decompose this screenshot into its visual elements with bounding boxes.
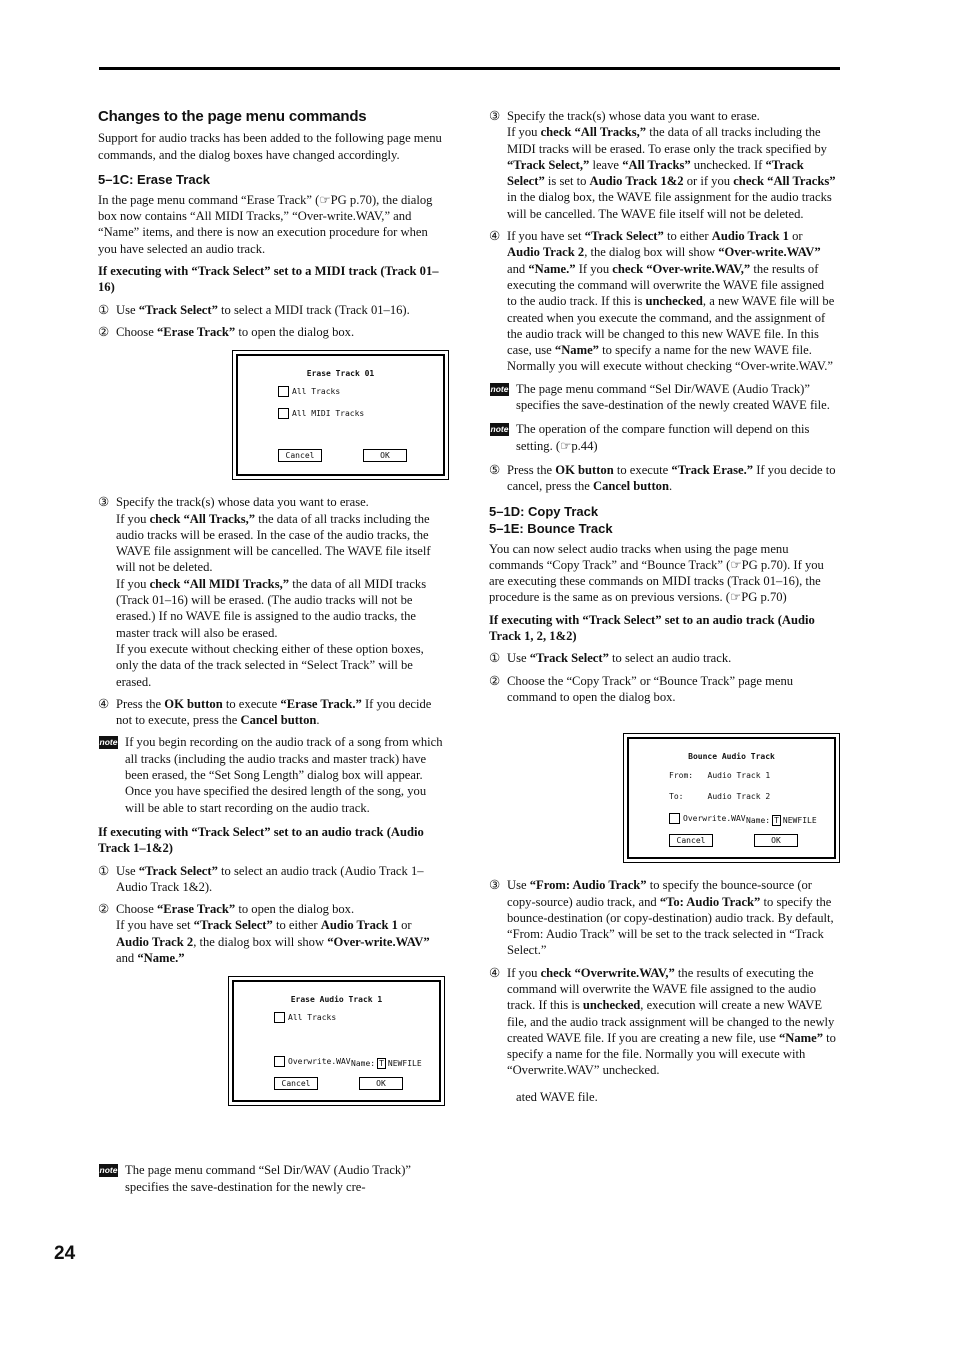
dialog-title: Erase Audio Track 1 (290, 995, 383, 1005)
step-1: ① Use “Track Select” to select a MIDI track (Track 01–16). (98, 302, 410, 317)
cancel-button[interactable]: Cancel (274, 1077, 318, 1090)
note-icon: note (99, 1165, 118, 1176)
note-1: note If you begin recording on the audio track of a song from which all tracks (including the audio tracks and master track) have been erased, the “Set Song Length” dialog box will appear. Once you have specified the desired length of the song, you will be able to start recording on the audio track. (99, 735, 443, 815)
all-midi-tracks-checkbox[interactable]: All MIDI Tracks (278, 406, 364, 422)
note-2: note The page menu command “Sel Dir/WAV (Audio Track)” specifies the save-destination for the newly cre- (99, 1163, 411, 1194)
to-field[interactable]: To: Audio Track 2 (669, 792, 771, 802)
cancel-button[interactable]: Cancel (669, 834, 713, 847)
page-number: 24 (54, 1243, 76, 1264)
subheading-bounce-track: 5–1E: Bounce Track (489, 520, 613, 536)
section-heading: Changes to the page menu commands (98, 108, 367, 125)
text-edit-icon: T (379, 1059, 384, 1069)
cancel-button[interactable]: Cancel (278, 449, 322, 462)
condition-midi-track: If executing with “Track Select” set to a MIDI track (Track 01–16) (98, 264, 439, 295)
step-1-audio: ① Use “Track Select” to select an audio track (Audio Track 1–Audio Track 1&2). (98, 863, 424, 894)
note-icon: note (99, 737, 118, 748)
step-5-right: ⑤ Press the OK button to execute “Track Erase.” If you decide to cancel, press the Cancel button. (489, 462, 836, 494)
step-4-right: ④ If you have set “Track Select” to either Audio Track 1 or Audio Track 2, the dialog box will show “Over-write.WAV” and “Name.” If you check “Over-write.WAV,” the results of executing the command will overwrite the WAVE file assigned to the audio track. If this is unchecked, a new WAVE file will be created when you execute the command, and the assignment of the audio track will be changed to this new WAVE file. In this case, use “Name” to specify a name for the new WAVE file. Normally you will execute without checking “Over-write.WAV.” (489, 229, 835, 374)
step-3-bounce: ③ Use “From: Audio Track” to specify the bounce-source (or copy-source) audio track, and “To: Audio Track” to specify the bounce-destination (or copy-destination) audio track. By default, “From: Audio Track” will be set to the track selected in “Track Select.” (489, 878, 834, 958)
all-tracks-checkbox[interactable]: All Tracks (274, 1010, 336, 1026)
note-right-1: note The page menu command “Sel Dir/WAVE (Audio Track)” specifies the save-destination of the newly created WAVE file. (490, 381, 830, 413)
step-3: ③ Specify the track(s) whose data you want to erase. If you check “All Tracks,” the data of all tracks including the audio tracks will be erased. In the case of the audio tracks, the WAVE file assignment will be cancelled. The WAVE file itself will not be deleted. If you check “All MIDI Tracks,” the data of all MIDI tracks (Track 01–16) will be erased. (The audio tracks will not be erased.) If no WAVE file is assigned to the audio tracks, the master track will also be erased. If you execute without checking either of these option boxes, only the data of the track selected in “Select Track” will be erased. (98, 495, 431, 689)
overwrite-wav-checkbox[interactable]: Overwrite.WAV (274, 1054, 351, 1070)
step-1-right: ① Use “Track Select” to select an audio track. (489, 651, 732, 666)
header-rule (99, 67, 840, 70)
erase-track-dialog (232, 350, 449, 480)
text-edit-icon: T (774, 816, 779, 826)
subheading-copy-track: 5–1D: Copy Track (489, 503, 599, 519)
note-icon: note (490, 424, 509, 435)
left-column (98, 108, 446, 1203)
all-tracks-checkbox[interactable]: All Tracks (278, 384, 340, 400)
overwrite-wav-checkbox[interactable]: Overwrite.WAV (669, 811, 746, 827)
intro-paragraph: Support for audio tracks has been added to the following page menu commands, and the dialog boxes have changed accordingly. (98, 131, 442, 162)
erase-track-paragraph: In the page menu command “Erase Track” (☞PG p.70), the dialog box now contains “All MIDI Tracks,” “Over-write.WAV,” and “Name” items, and there is now an execution procedure for when you have selected an audio track. (98, 192, 433, 256)
from-field[interactable]: From: Audio Track 1 (669, 771, 771, 781)
note-icon: note (490, 383, 509, 394)
step-3-right: ③ Specify the track(s) whose data you want to erase. If you check “All Tracks,” the data of all tracks including the MIDI tracks will be erased. To erase only the track specified by “Track Select,” leave “All Tracks” unchecked. If “Track Select” is set to Audio Track 1&2 or if you check “All Tracks” in the dialog box, the WAVE file assignment for the audio tracks will be cancelled. The WAVE file itself will not be deleted. (489, 109, 836, 221)
condition-audio-track: If executing with “Track Select” set to an audio track (Audio Track 1–1&2) (98, 824, 424, 856)
continuation-text: ated WAVE file. (516, 1089, 598, 1104)
bounce-audio-track-dialog (623, 733, 840, 863)
ok-button[interactable]: OK (754, 834, 798, 847)
step-4-bounce: ④ If you check “Overwrite.WAV,” the results of executing the command will overwrite the WAVE file assigned to the audio track. If this is unchecked, execution will create a new WAVE file, and the audio track assignment will be changed to the newly created WAVE file. If you are creating a new file, use “Name” to specify a name for the file. Normally you will execute with “Overwrite.WAV” unchecked. (489, 965, 836, 1078)
ok-button[interactable]: OK (363, 449, 407, 462)
step-2: ② Choose “Erase Track” to open the dialog box. (98, 324, 355, 339)
name-field[interactable]: Name: T NEWFILE (351, 1059, 422, 1069)
ok-button[interactable]: OK (359, 1077, 403, 1090)
copy-bounce-paragraph: You can now select audio tracks when using the page menu commands “Copy Track” and “Bounce Track” (☞PG p.70). If you are executing these commands on MIDI tracks (Track 01–16), the procedure is the same as on previous versions. (☞PG p.70) (489, 541, 824, 605)
condition-audio-track-right: If executing with “Track Select” set to an audio track (Audio Track 1, 2, 1&2) (489, 612, 815, 644)
dialog-title: Bounce Audio Track (688, 752, 775, 762)
note-right-2: note The operation of the compare function will depend on this setting. (☞p.44) (490, 422, 810, 453)
name-field[interactable]: Name: T NEWFILE (746, 816, 817, 826)
erase-audio-track-dialog (228, 976, 445, 1106)
step-4: ④ Press the OK button to execute “Erase Track.” If you decide not to execute, press the Cancel button. (98, 696, 432, 728)
dialog-title: Erase Track 01 (306, 369, 375, 379)
step-2-right: ② Choose the “Copy Track” or “Bounce Track” page menu command to open the dialog box. (489, 673, 794, 704)
right-column (489, 108, 837, 1105)
step-2-audio: ② Choose “Erase Track” to open the dialog box. If you have set “Track Select” to either Audio Track 1 or Audio Track 2, the dialog box will show “Over-write.WAV” and “Name.” (98, 902, 430, 965)
subheading-erase-track: 5–1C: Erase Track (98, 171, 211, 187)
